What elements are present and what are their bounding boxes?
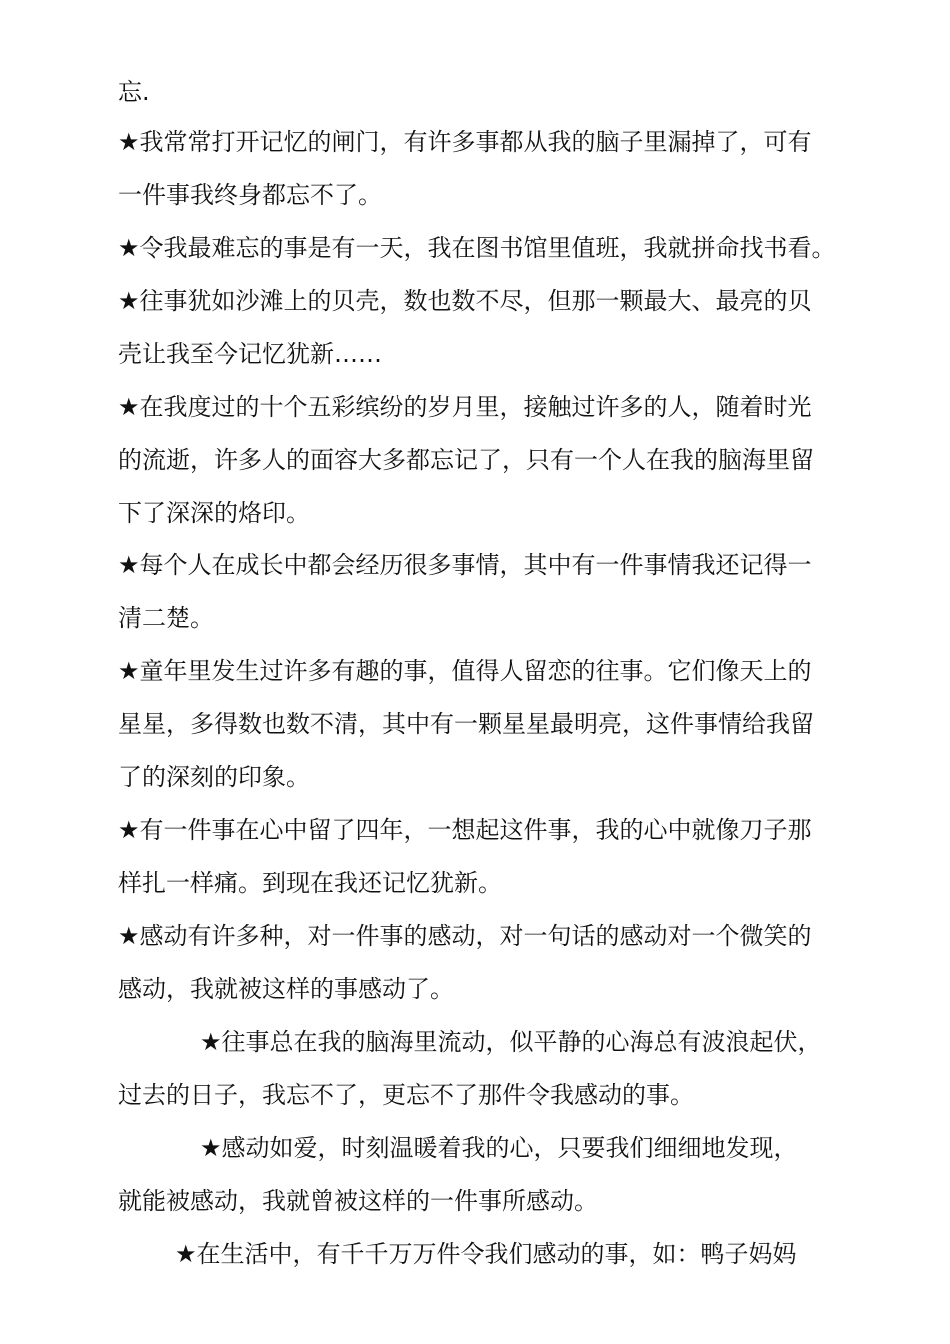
text-line: ★在生活中，有千千万万件令我们感动的事，如：鸭子妈妈: [175, 1240, 797, 1268]
text-line: 的流逝，许多人的面容大多都忘记了，只有一个人在我的脑海里留: [118, 446, 814, 474]
text-line: 样扎一样痛。到现在我还记忆犹新。: [118, 869, 502, 897]
text-line: ★感动如爱，时刻温暖着我的心，只要我们细细地发现，: [200, 1134, 798, 1162]
text-line: 过去的日子，我忘不了，更忘不了那件令我感动的事。: [118, 1081, 694, 1109]
text-line: 就能被感动，我就曾被这样的一件事所感动。: [118, 1187, 598, 1215]
text-line: ★有一件事在心中留了四年，一想起这件事，我的心中就像刀子那: [118, 816, 812, 844]
text-line: 了的深刻的印象。: [118, 763, 310, 791]
text-line: 下了深深的烙印。: [118, 499, 310, 527]
text-line: ★感动有许多种，对一件事的感动，对一句话的感动对一个微笑的: [118, 922, 812, 950]
text-line: ★往事总在我的脑海里流动，似平静的心海总有波浪起伏，: [200, 1028, 822, 1056]
text-line: 壳让我至今记忆犹新……: [118, 340, 382, 368]
text-line: ★往事犹如沙滩上的贝壳，数也数不尽，但那一颗最大、最亮的贝: [118, 287, 812, 315]
text-line: 一件事我终身都忘不了。: [118, 181, 382, 209]
text-line: ★童年里发生过许多有趣的事，值得人留恋的往事。它们像天上的: [118, 657, 812, 685]
text-line: ★每个人在成长中都会经历很多事情，其中有一件事情我还记得一: [118, 551, 812, 579]
text-line: 感动，我就被这样的事感动了。: [118, 975, 454, 1003]
text-line: 忘.: [118, 78, 150, 106]
text-line: 星星，多得数也数不清，其中有一颗星星最明亮，这件事情给我留: [118, 710, 814, 738]
text-line: ★在我度过的十个五彩缤纷的岁月里，接触过许多的人，随着时光: [118, 393, 812, 421]
text-line: ★令我最难忘的事是有一天，我在图书馆里值班，我就拼命找书看。: [118, 234, 836, 262]
text-line: ★我常常打开记忆的闸门，有许多事都从我的脑子里漏掉了，可有: [118, 128, 812, 156]
text-line: 清二楚。: [118, 604, 214, 632]
